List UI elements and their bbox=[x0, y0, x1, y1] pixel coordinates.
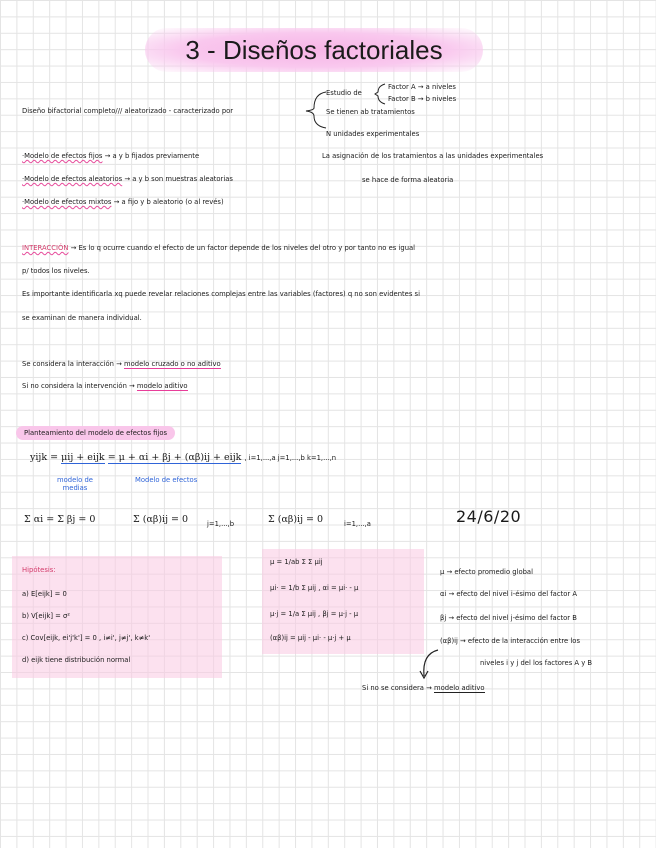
modelo-mixtos-text: → a fijo y b aleatorio (o al revés) bbox=[113, 198, 224, 206]
modelo-fijos bbox=[22, 152, 199, 160]
sum-restriction-3: Σ (αβ)ij = 0 bbox=[268, 514, 324, 525]
note-aditivo bbox=[362, 684, 485, 692]
equation bbox=[30, 452, 336, 463]
formula-muj: μ·j = 1/a Σ μij , βj = μ·j - μ bbox=[270, 610, 359, 618]
eq-indices: , i=1,...,a j=1,...,b k=1,...,n bbox=[244, 454, 337, 462]
interaccion-label: INTERACCIÓN bbox=[22, 244, 69, 252]
hipotesis-a: a) E[eijk] = 0 bbox=[22, 590, 67, 598]
modelo-fijos-text: → a y b fijados previamente bbox=[104, 152, 200, 160]
eq-efectos: = μ + αi + βj + (αβ)ij + eijk bbox=[107, 452, 242, 463]
curved-arrow-icon bbox=[412, 648, 442, 682]
intro-diseno: Diseño bifactorial completo/// aleatorizado - caracterizado por bbox=[22, 107, 234, 115]
eq-left: yijk = bbox=[30, 452, 59, 463]
label-efectos: Modelo de efectos bbox=[135, 476, 198, 484]
intro-factor-b: Factor B → b niveles bbox=[388, 95, 457, 103]
note-pre: Si no se considera → bbox=[362, 684, 432, 692]
intro-unidades: N unidades experimentales bbox=[326, 130, 420, 138]
formula-mu: μ = 1/ab Σ Σ μij bbox=[270, 558, 323, 566]
intro-aleatoria: se hace de forma aleatoria bbox=[362, 176, 454, 184]
def-beta: βj → efecto del nivel j-ésimo del factor B bbox=[440, 614, 577, 622]
small-brace-icon bbox=[373, 82, 387, 106]
hipotesis-b: b) V[eijk] = σ² bbox=[22, 612, 71, 620]
intro-estudio: Estudio de bbox=[326, 89, 362, 97]
eq-medias: μij + eijk bbox=[61, 452, 105, 463]
sum-restriction-2: Σ (αβ)ij = 0 bbox=[133, 514, 189, 525]
modelo-aleat-text: → a y b son muestras aleatorias bbox=[124, 175, 233, 183]
cruzado-pre: Se considera la interacción → bbox=[22, 360, 122, 368]
page-title: 3 - Diseños factoriales bbox=[145, 28, 483, 72]
interaccion-line2: p/ todos los niveles. bbox=[22, 267, 90, 275]
modelo-aleatorios bbox=[22, 175, 233, 183]
interaccion-line4: se examinan de manera individual. bbox=[22, 314, 142, 322]
sum-restriction-2-idx: j=1,...,b bbox=[207, 520, 235, 528]
modelo-aditivo-line bbox=[22, 382, 188, 390]
modelo-fijos-label: ·Modelo de efectos fijos bbox=[22, 152, 103, 160]
planteamiento-heading: Planteamiento del modelo de efectos fijos bbox=[16, 426, 175, 440]
label-medias: modelo de medias bbox=[57, 476, 93, 492]
hipotesis-d: d) eijk tiene distribución normal bbox=[22, 656, 131, 664]
interaccion-line3: Es importante identificarla xq puede revelar relaciones complejas entre las variables (factores) q no son evidentes si bbox=[22, 290, 420, 298]
sum-restriction-1: Σ αi = Σ βj = 0 bbox=[24, 514, 96, 525]
date: 24/6/20 bbox=[456, 507, 522, 526]
modelo-cruzado-line bbox=[22, 360, 221, 368]
def-mu: μ → efecto promedio global bbox=[440, 568, 533, 576]
formula-ab: (αβ)ij = μij - μi· - μ·j + μ bbox=[270, 634, 351, 642]
sum-restriction-3-idx: i=1,...,a bbox=[344, 520, 371, 528]
hipotesis-heading: Hipótesis: bbox=[22, 566, 56, 574]
intro-tratamientos: Se tienen ab tratamientos bbox=[326, 108, 415, 116]
aditivo-label: modelo aditivo bbox=[136, 382, 188, 390]
def-alpha: αi → efecto del nivel i-ésimo del factor A bbox=[440, 590, 578, 598]
note-label: modelo aditivo bbox=[434, 684, 485, 692]
interaccion-text1: → Es lo q ocurre cuando el efecto de un factor depende de los niveles del otro y por tanto no es igual bbox=[70, 244, 416, 252]
modelo-aleat-label: ·Modelo de efectos aleatorios bbox=[22, 175, 123, 183]
formula-mui: μi· = 1/b Σ μij , αi = μi· - μ bbox=[270, 584, 359, 592]
interaccion-line1 bbox=[22, 244, 415, 252]
modelo-mixtos-label: ·Modelo de efectos mixtos bbox=[22, 198, 112, 206]
hipotesis-c: c) Cov[eijk, ei'j'k'] = 0 , i≠i', j≠j', k≠k' bbox=[22, 634, 151, 642]
modelo-mixtos bbox=[22, 198, 224, 206]
aditivo-pre: Si no considera la intervención → bbox=[22, 382, 135, 390]
intro-factor-a: Factor A → a niveles bbox=[388, 83, 456, 91]
def-ab1: (αβ)ij → efecto de la interacción entre los bbox=[440, 637, 580, 645]
def-ab2: niveles i y j del los factores A y B bbox=[480, 659, 593, 667]
cruzado-label: modelo cruzado o no aditivo bbox=[123, 360, 221, 368]
intro-asignacion: La asignación de los tratamientos a las unidades experimentales bbox=[322, 152, 544, 160]
